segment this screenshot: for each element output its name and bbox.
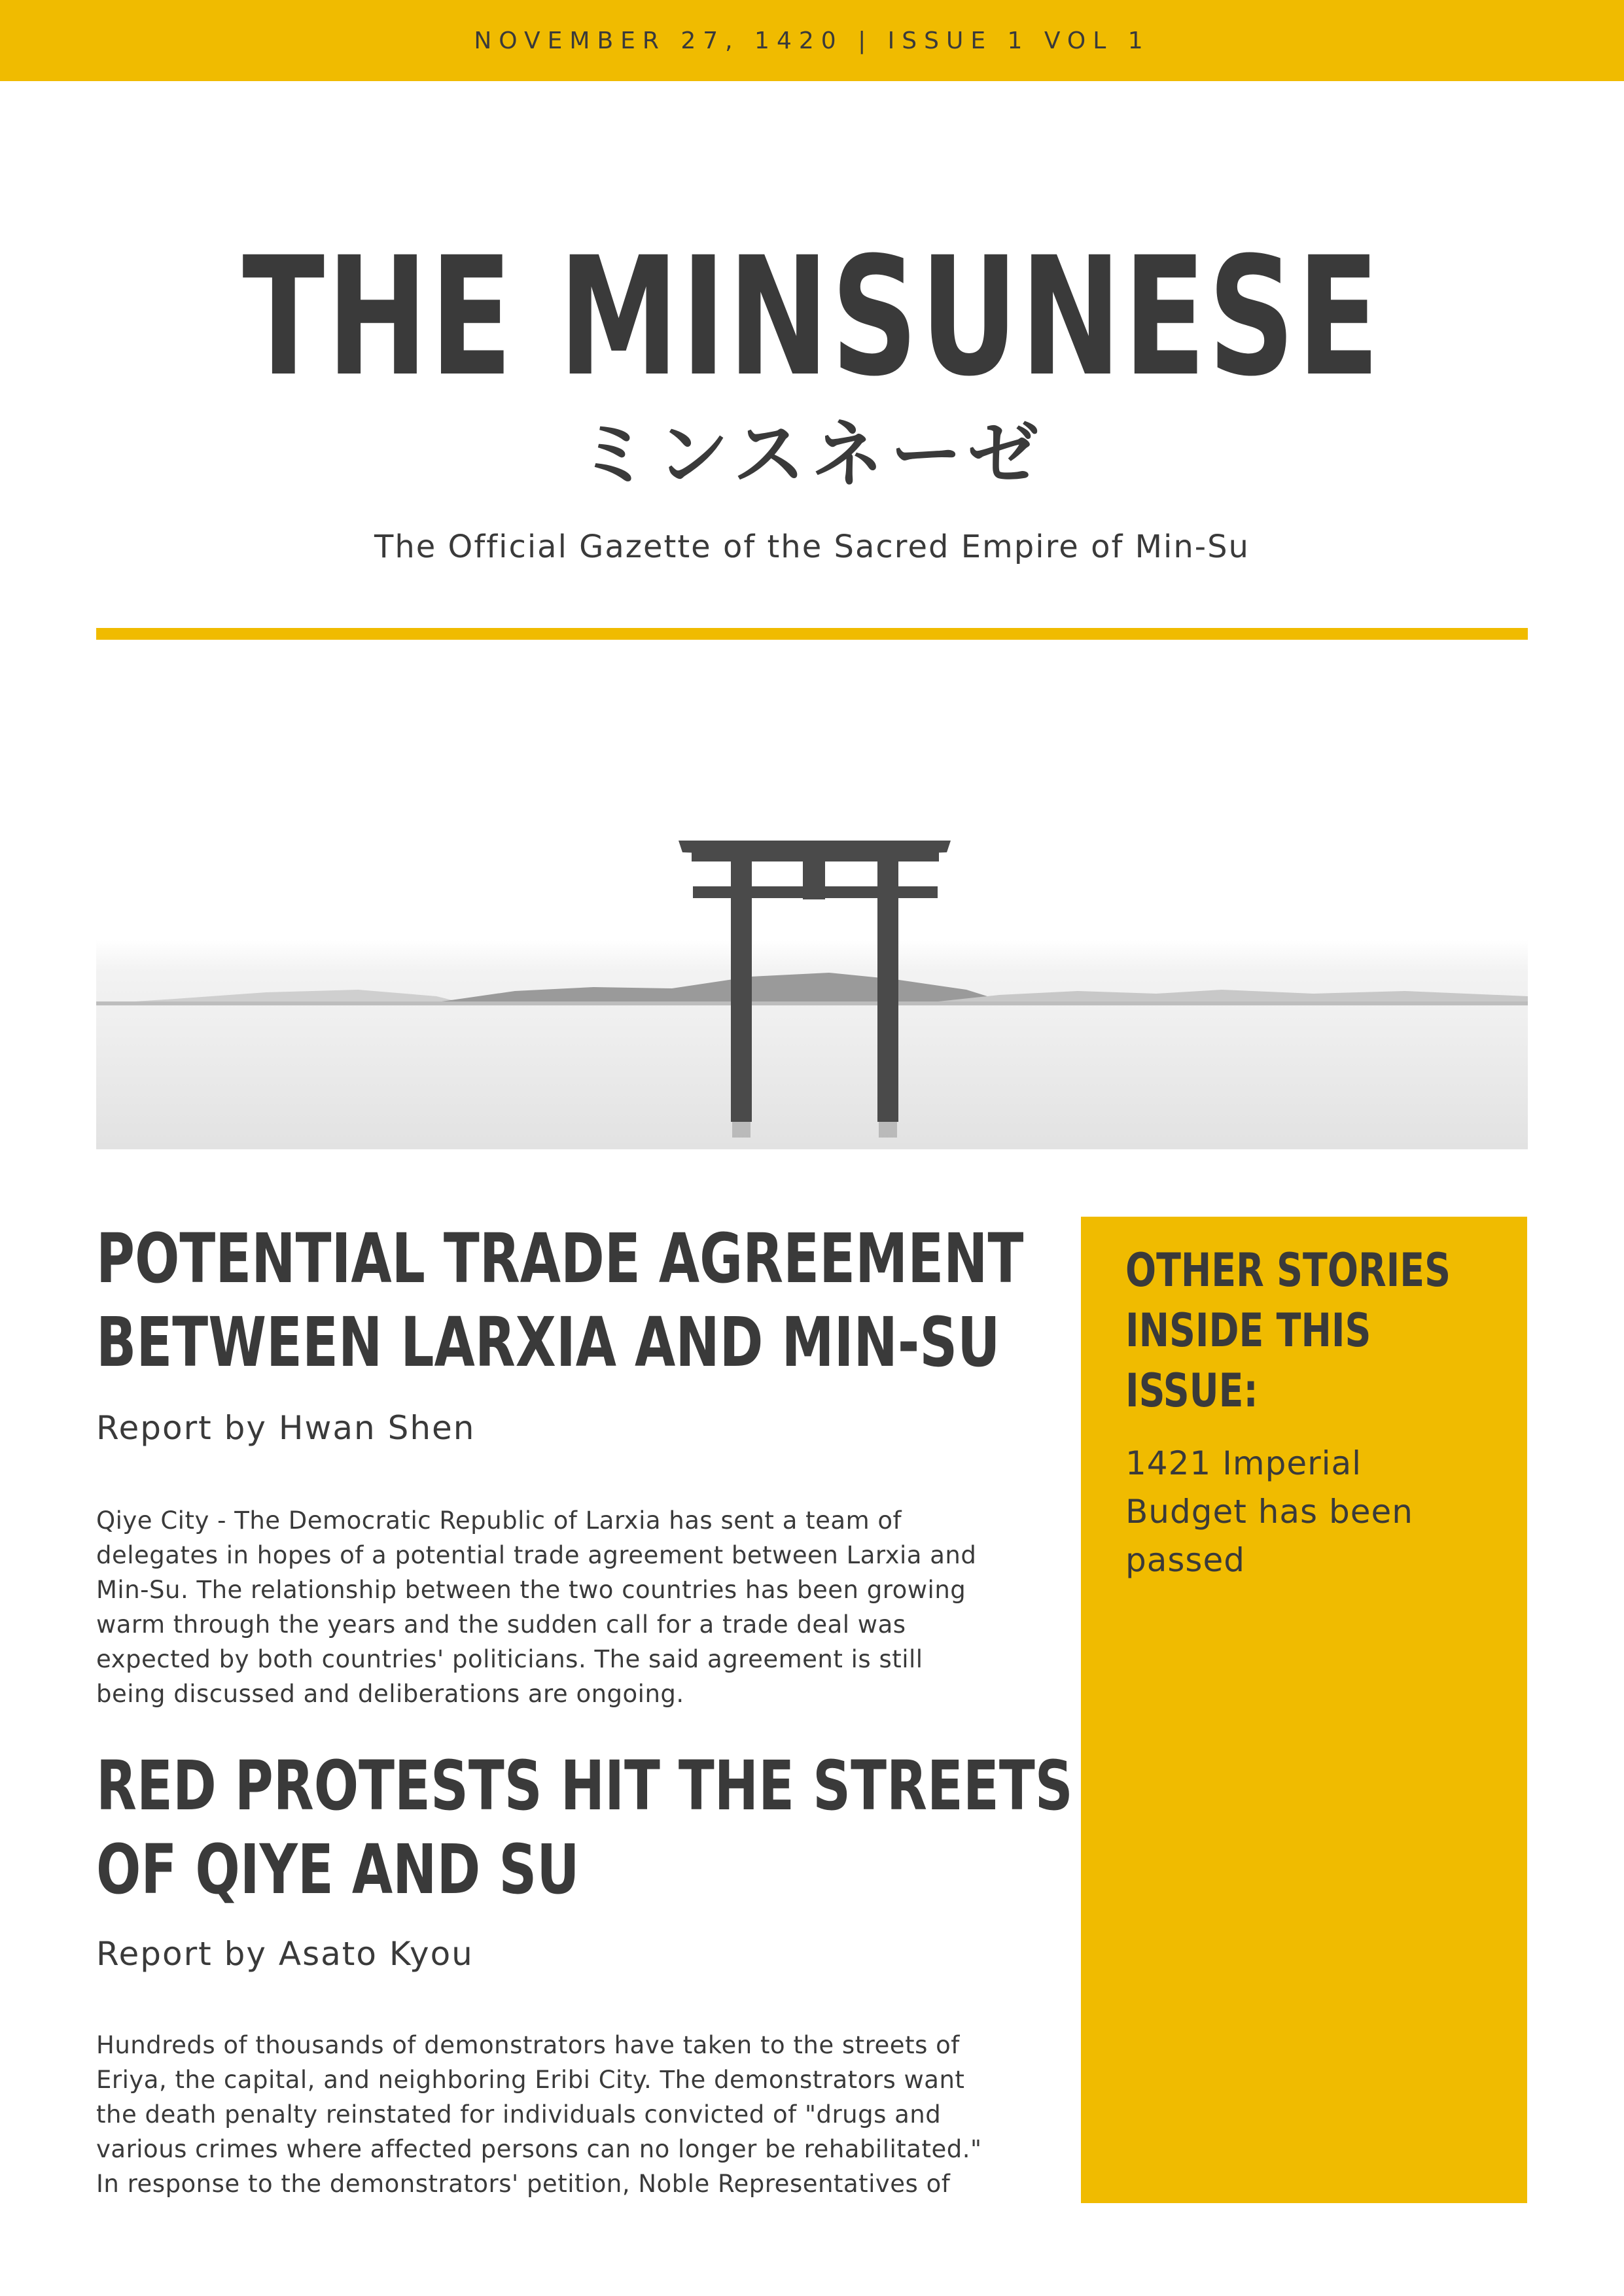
issue-line: NOVEMBER 27, 1420 | ISSUE 1 VOL 1: [474, 27, 1150, 54]
article-2-body-line: various crimes where affected persons can no longer be rehabilitated.": [96, 2135, 982, 2163]
issue-banner: [0, 0, 1624, 81]
torii-gate-photo: [96, 684, 1528, 1149]
article-2-byline: Report by Asato Kyou: [96, 1935, 474, 1973]
sidebar-title-line: INSIDE THIS: [1125, 1304, 1371, 1357]
article-1-body: [96, 1503, 1006, 1711]
sidebar-title-line: OTHER STORIES: [1125, 1244, 1451, 1297]
masthead-title: THE MINSUNESE: [242, 222, 1382, 412]
sidebar-story-line: 1421 Imperial: [1125, 1444, 1362, 1482]
article-1-headline: [96, 1217, 1024, 1384]
sidebar-title-line: ISSUE:: [1125, 1364, 1258, 1418]
article-2-body-line: Eriya, the capital, and neighboring Eribi City. The demonstrators want: [96, 2066, 965, 2094]
article-2-headline-line-2: OF QIYE AND SU: [96, 1830, 580, 1909]
sidebar-story-item: [1125, 1439, 1505, 1584]
article-1-body-line: being discussed and deliberations are ongoing.: [96, 1680, 684, 1708]
sidebar-story-line: Budget has been: [1125, 1493, 1413, 1531]
article-2-body-line: Hundreds of thousands of demonstrators have taken to the streets of: [96, 2031, 960, 2059]
article-1-headline-line-2: BETWEEN LARXIA AND MIN-SU: [96, 1302, 1000, 1382]
article-1-body-line: Qiye City - The Democratic Republic of Larxia has sent a team of: [96, 1506, 902, 1535]
article-1-headline-line-1: POTENTIAL TRADE AGREEMENT: [96, 1219, 1024, 1298]
article-1-body-line: warm through the years and the sudden call for a trade deal was: [96, 1610, 906, 1639]
masthead-divider: [96, 628, 1528, 640]
sidebar-story-line: passed: [1125, 1541, 1245, 1579]
article-1-byline: Report by Hwan Shen: [96, 1409, 476, 1447]
article-2-headline: [96, 1744, 1073, 1911]
article-2-body-line: the death penalty reinstated for individuals convicted of "drugs and: [96, 2100, 942, 2129]
other-stories-sidebar: [1081, 1217, 1527, 2203]
article-2-body-line: In response to the demonstrators' petition, Noble Representatives of: [96, 2170, 951, 2198]
article-1-body-line: Min-Su. The relationship between the two countries has been growing: [96, 1576, 966, 1604]
article-1-body-line: delegates in hopes of a potential trade agreement between Larxia and: [96, 1541, 977, 1569]
masthead-tagline: The Official Gazette of the Sacred Empire of Min-Su: [374, 529, 1250, 565]
article-1-body-line: expected by both countries' politicians. The said agreement is still: [96, 1645, 923, 1673]
article-2-body: [96, 2028, 1006, 2201]
sidebar-title: [1125, 1240, 1483, 1421]
masthead-kana: ミンスネーゼ: [578, 413, 1046, 496]
article-2-headline-line-1: RED PROTESTS HIT THE STREETS: [96, 1746, 1073, 1826]
